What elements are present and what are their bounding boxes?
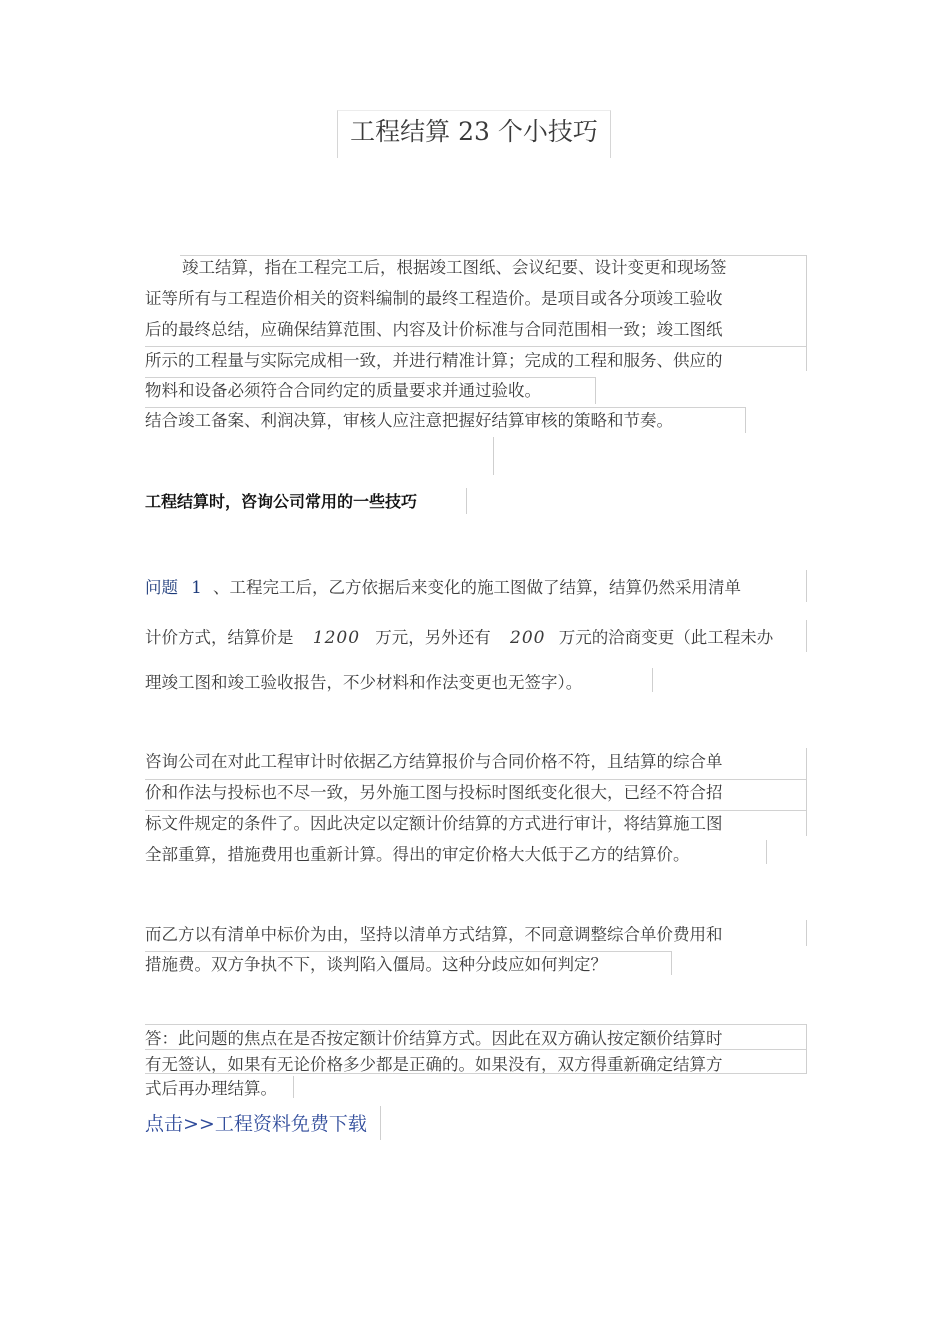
- frame-rule: [145, 951, 672, 952]
- frame-rule: [145, 779, 806, 780]
- consult-line-1: 咨询公司在对此工程审计时依据乙方结算报价与合同价格不符，且结算的综合单: [145, 752, 723, 771]
- question-1-text: 万元，另外还有: [375, 628, 491, 647]
- frame-rule: [806, 920, 807, 946]
- party-b-line-1: 而乙方以有清单中标价为由，坚持以清单方式结算，不同意调整综合单价费用和: [145, 925, 723, 944]
- frame-rule: [493, 437, 494, 475]
- question-1-line-1: [145, 578, 741, 598]
- question-1-text: 万元的洽商变更（此工程未办: [558, 628, 774, 647]
- intro-line-4: 所示的工程量与实际完成相一致，并进行精准计算；完成的工程和服务、供应的: [145, 351, 723, 370]
- change-amount: 200: [510, 628, 546, 648]
- frame-rule: [671, 951, 672, 975]
- answer-line-1: 答：此问题的焦点在是否按定额计价结算方式。因此在双方确认按定额价结算时: [145, 1029, 723, 1048]
- party-b-line-2: 措施费。双方争执不下，谈判陷入僵局。这种分歧应如何判定？: [145, 955, 607, 974]
- frame-rule: [806, 255, 807, 371]
- frame-rule: [806, 1024, 807, 1074]
- section-heading: 工程结算时，咨询公司常用的一些技巧: [145, 492, 418, 511]
- settlement-amount: 1200: [312, 628, 361, 648]
- frame-rule: [145, 407, 745, 408]
- intro-line-2: 证等所有与工程造价相关的资料编制的最终工程造价。是项目或各分项竣工验收: [145, 289, 723, 308]
- answer-line-3: 式后再办理结算。: [145, 1079, 277, 1098]
- consult-line-3: 标文件规定的条件了。因此决定以定额计价结算的方式进行审计，将结算施工图: [145, 814, 723, 833]
- frame-rule: [806, 570, 807, 602]
- intro-line-3: 后的最终总结，应确保结算范围、内容及计价标准与合同范围相一致；竣工图纸: [145, 320, 723, 339]
- frame-rule: [745, 407, 746, 433]
- frame-rule: [806, 620, 807, 652]
- frame-rule: [145, 1024, 806, 1025]
- frame-rule: [652, 668, 653, 692]
- frame-rule: [466, 488, 467, 514]
- question-label: 问题: [145, 578, 178, 597]
- frame-rule: [380, 1106, 381, 1140]
- document-title: 工程结算 23 个小技巧: [337, 110, 611, 158]
- intro-line-1: 竣工结算，指在工程完工后，根据竣工图纸、会议纪要、设计变更和现场签: [182, 258, 727, 277]
- frame-rule: [145, 1049, 806, 1050]
- frame-rule: [145, 377, 595, 378]
- question-1-line-2: [145, 628, 773, 648]
- frame-rule: [180, 255, 806, 256]
- frame-rule: [145, 1073, 806, 1074]
- frame-rule: [766, 840, 767, 864]
- frame-rule: [293, 1076, 294, 1098]
- consult-line-2: 价和作法与投标也不尽一致，另外施工图与投标时图纸变化很大，已经不符合招: [145, 783, 723, 802]
- frame-rule: [806, 748, 807, 836]
- frame-rule: [145, 346, 806, 347]
- download-link[interactable]: 点击>>工程资料免费下载: [145, 1113, 367, 1135]
- question-number: 1: [191, 578, 202, 597]
- question-1-text: 计价方式，结算价是: [145, 628, 294, 647]
- frame-rule: [595, 377, 596, 404]
- answer-line-2: 有无签认，如果有无论价格多少都是正确的。如果没有，双方得重新确定结算方: [145, 1055, 723, 1074]
- question-1-text: 、工程完工后，乙方依据后来变化的施工图做了结算，结算仍然采用清单: [213, 578, 741, 597]
- consult-line-4: 全部重算，措施费用也重新计算。得出的审定价格大大低于乙方的结算价。: [145, 845, 690, 864]
- intro-line-6: 结合竣工备案、利润决算，审核人应注意把握好结算审核的策略和节奏。: [145, 411, 673, 430]
- question-1-line-3: 理竣工图和竣工验收报告，不少材料和作法变更也无签字）。: [145, 673, 583, 692]
- intro-line-5: 物料和设备必须符合合同约定的质量要求并通过验收。: [145, 381, 541, 400]
- frame-rule: [145, 810, 806, 811]
